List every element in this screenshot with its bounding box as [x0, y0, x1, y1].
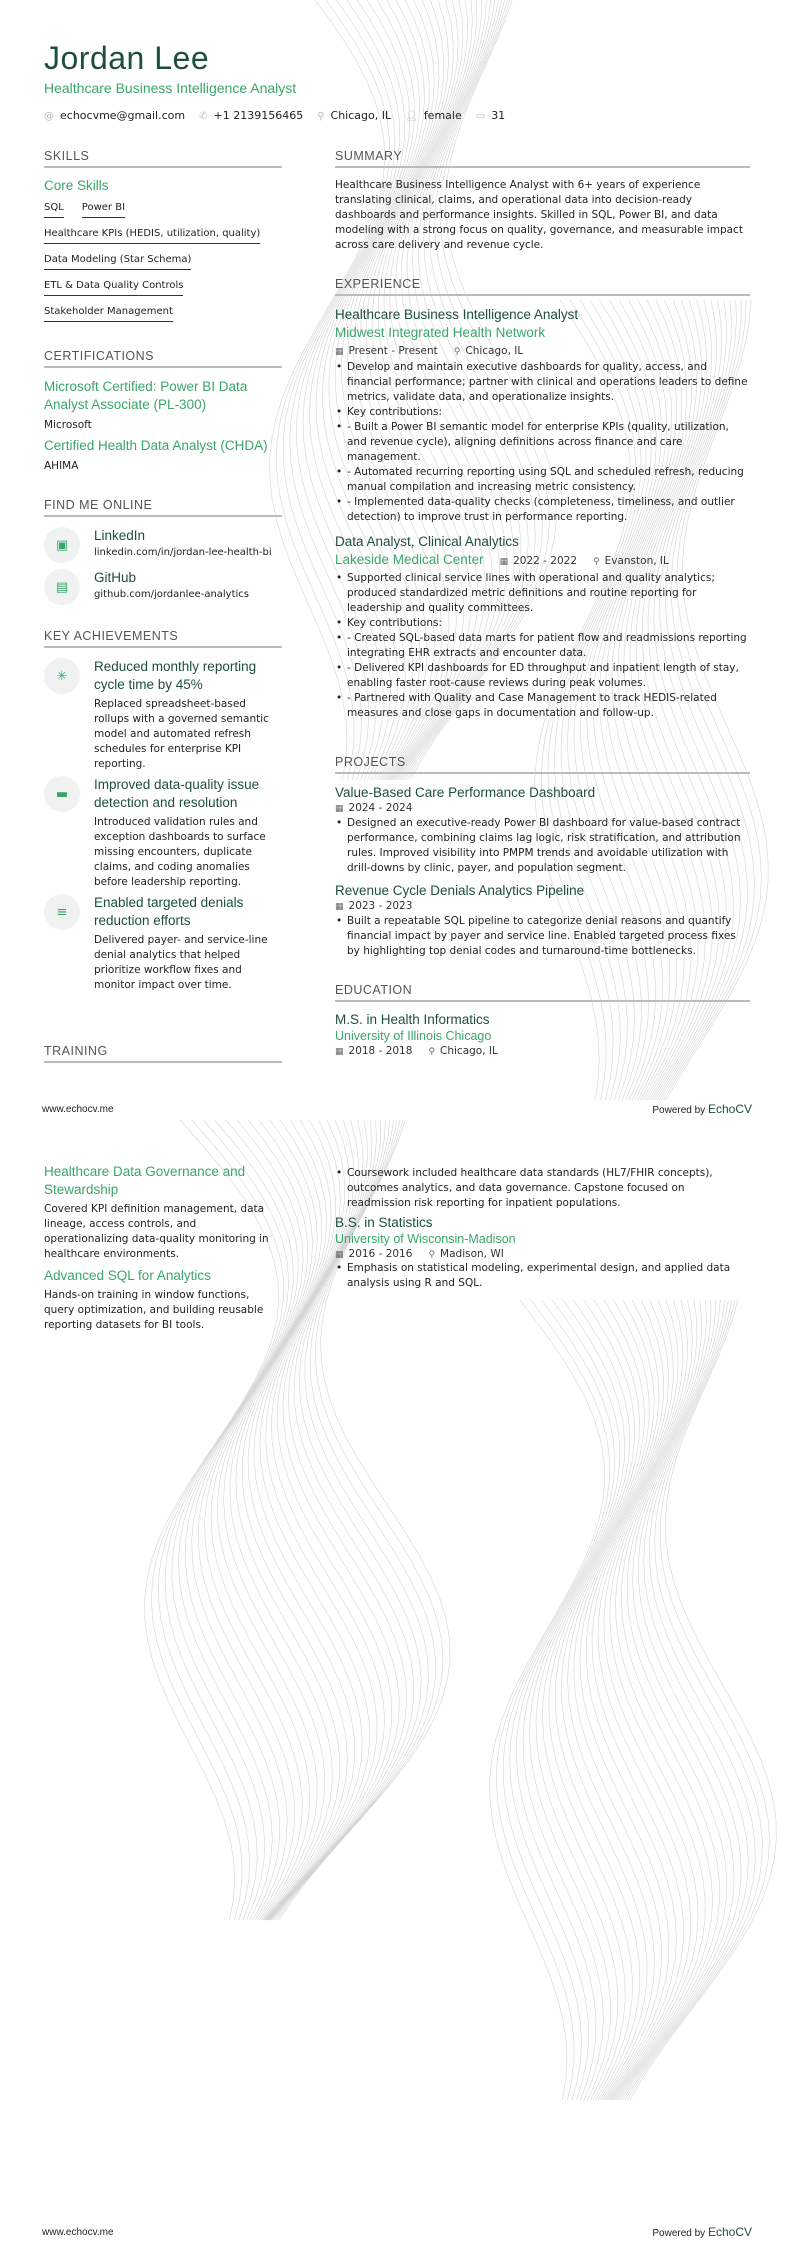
contact-gender: 👤︎ female [405, 109, 462, 122]
training-section [44, 1163, 282, 1333]
location-icon: ⚲ [428, 1250, 436, 1260]
bullet: • Supported clinical service lines with operational and quality analytics; produced standardized metric definitions and routine reporting for leadership and quality committees. [335, 571, 750, 616]
bullet: • - Implemented data-quality checks (completeness, timeliness, and outlier detection) to improve trust in performance reporting. [335, 495, 750, 525]
candidate-title: Healthcare Business Intelligence Analyst [44, 80, 297, 96]
bullet: • Built a repeatable SQL pipeline to categorize denial reasons and quantify financial impact by payer and service line. Enabled targeted process fixes by highlighting top denial codes and turnaround-time bottlenecks. [335, 914, 750, 959]
location-icon: ⚲ [428, 1047, 436, 1057]
skill-tag: Healthcare KPIs (HEDIS, utilization, quality) [44, 226, 260, 244]
edu-school: University of Illinois Chicago [335, 1029, 492, 1043]
section-heading: CERTIFICATIONS [44, 349, 282, 368]
sparkle-icon: ✳ [44, 658, 80, 694]
bullet: • Key contributions: [335, 616, 750, 631]
project-dates: 2023 - 2023 [348, 900, 413, 912]
job-bullets [335, 571, 750, 721]
online-url[interactable]: linkedin.com/in/jordan-lee-health-bi [94, 547, 272, 558]
project-name: Value-Based Care Performance Dashboard [335, 785, 596, 800]
edu-degree: B.S. in Statistics [335, 1215, 433, 1230]
text-lines-icon: ≡ [44, 894, 80, 930]
edu-location: Chicago, IL [440, 1045, 498, 1057]
experience-item [335, 533, 750, 721]
project-dates: 2024 - 2024 [348, 802, 413, 814]
calendar-icon: ▦ [499, 557, 509, 567]
summary-section [335, 149, 750, 253]
summary-text: Healthcare Business Intelligence Analyst with 6+ years of experience translating clinical, claims, and operational data into decision-ready dashboards and performance insights. Skilled in SQL, Power BI, and data modeling with a strong focus on quality, governance, and measurable impact across care delivery and revenue cycle. [335, 179, 743, 251]
footer-powered[interactable] [652, 1102, 752, 1116]
contact-bar [44, 109, 505, 122]
online-item-linkedin[interactable] [44, 527, 282, 563]
page-2 [0, 1123, 794, 2246]
bullet: • - Partnered with Quality and Case Management to track HEDIS-related measures and close gaps in documentation and follow-up. [335, 691, 750, 721]
calendar-icon: ▦ [335, 804, 344, 814]
bullet: • - Built a Power BI semantic model for enterprise KPIs (quality, utilization, and revenue cycle), aligning definitions across finance and care management. [335, 420, 750, 465]
job-role: Data Analyst, Clinical Analytics [335, 534, 519, 549]
skill-tag: Data Modeling (Star Schema) [44, 252, 191, 270]
job-bullets [335, 360, 750, 525]
skills-section [44, 149, 282, 325]
contact-email[interactable]: @ echocvme@gmail.com [44, 109, 186, 122]
training-heading-block [44, 1044, 282, 1073]
skill-tag: Stakeholder Management [44, 304, 173, 322]
job-company: Lakeside Medical Center [335, 552, 484, 567]
achievement-desc: Delivered payer- and service-line denial analytics that helped prioritize workflow fixes and monitor impact over time. [94, 934, 268, 991]
job-role: Healthcare Business Intelligence Analyst [335, 307, 579, 322]
achievement-title: Reduced monthly reporting cycle time by 45% [94, 659, 257, 692]
training-title: Healthcare Data Governance and Stewardship [44, 1164, 246, 1197]
job-company: Midwest Integrated Health Network [335, 325, 546, 340]
online-url[interactable]: github.com/jordanlee-analytics [94, 589, 250, 600]
footer-powered[interactable] [652, 2225, 752, 2239]
right-column [335, 149, 750, 1081]
online-label: LinkedIn [94, 528, 146, 543]
training-desc: Hands-on training in window functions, query optimization, and building reusable reporting datasets for BI tools. [44, 1289, 264, 1331]
section-heading: SKILLS [44, 149, 282, 168]
left-column [44, 149, 282, 1017]
person-icon: 👤︎ [405, 111, 418, 122]
job-dates: 2022 - 2022 [513, 555, 578, 567]
bullet: • Coursework included healthcare data standards (HL7/FHIR concepts), outcomes analytics, and data governance. Capstone focused on readmission risk reporting for inpatient populations. [335, 1166, 750, 1211]
bullet: • - Created SQL-based data marts for patient flow and readmissions reporting integrating EHR extracts and encounter data. [335, 631, 750, 661]
calendar-icon: ▦ [335, 1250, 344, 1260]
experience-section [335, 277, 750, 721]
location-icon: ⚲ [593, 557, 600, 567]
skill-tag: ETL & Data Quality Controls [44, 278, 183, 296]
project-item [335, 882, 750, 959]
calendar-icon: ▭ [475, 111, 486, 122]
phone-icon: ✆ [199, 111, 208, 122]
edu-dates: 2016 - 2016 [348, 1248, 413, 1260]
projects-section [335, 755, 750, 959]
online-label: GitHub [94, 570, 137, 585]
bullet: • Key contributions: [335, 405, 750, 420]
education-section [335, 983, 750, 1057]
cert-name: Microsoft Certified: Power BI Data Analyst Associate (PL-300) [44, 379, 248, 412]
location-icon: ⚲ [453, 347, 461, 357]
section-heading: FIND ME ONLINE [44, 498, 282, 517]
calendar-icon: ▦ [335, 902, 344, 912]
project-name: Revenue Cycle Denials Analytics Pipeline [335, 883, 585, 898]
location-icon: ⚲ [317, 111, 325, 122]
powered-label: Powered by [652, 2228, 706, 2239]
achievement-item [44, 894, 282, 993]
achievement-item [44, 776, 282, 890]
certifications-section [44, 349, 282, 474]
online-section [44, 498, 282, 605]
skill-tag: SQL [44, 200, 64, 218]
achievement-title: Enabled targeted denials reduction efforts [94, 895, 244, 928]
bullet: • Emphasis on statistical modeling, experimental design, and applied data analysis using R and SQL. [335, 1261, 750, 1291]
bullet: • - Automated recurring reporting using SQL and scheduled refresh, reducing manual compilation and increasing metric consistency. [335, 465, 750, 495]
experience-item [335, 306, 750, 525]
achievement-desc: Introduced validation rules and exception dashboards to surface missing encounters, duplicate claims, and coding anomalies before leadership reporting. [94, 816, 266, 888]
powered-label: Powered by [652, 1105, 706, 1116]
section-heading: KEY ACHIEVEMENTS [44, 629, 282, 648]
skill-group-title: Core Skills [44, 178, 109, 193]
calendar-icon: ▦ [335, 1047, 344, 1057]
cert-issuer: Microsoft [44, 419, 92, 431]
achievement-title: Improved data-quality issue detection and resolution [94, 777, 260, 810]
at-icon: @ [44, 111, 54, 122]
chat-bubble-icon: ▬ [44, 776, 80, 812]
brand-logo: EchoCV [707, 2225, 752, 2239]
training-title: Advanced SQL for Analytics [44, 1268, 211, 1283]
edu-degree: M.S. in Health Informatics [335, 1012, 490, 1027]
section-heading: EXPERIENCE [335, 277, 750, 296]
project-item [335, 784, 750, 876]
linkedin-icon: ▣ [44, 527, 80, 563]
job-location: Chicago, IL [465, 345, 524, 357]
education-continued [335, 1166, 750, 1291]
github-icon: ▤ [44, 569, 80, 605]
brand-logo: EchoCV [707, 1102, 752, 1116]
calendar-icon: ▦ [335, 347, 344, 357]
footer-site-link[interactable]: www.echocv.me [42, 1104, 114, 1115]
achievement-desc: Replaced spreadsheet-based rollups with a governed semantic model and automated refresh schedules for enterprise KPI reporting. [94, 698, 269, 770]
achievement-item [44, 658, 282, 772]
bullet: • Designed an executive-ready Power BI dashboard for value-based contract performance, combining claims lag logic, risk stratification, and attribution rules. Improved visibility into PMPM trends and avoidable utilization with drill-downs by clinic, payer, and population segment. [335, 816, 750, 876]
section-heading: SUMMARY [335, 149, 750, 168]
contact-phone[interactable]: ✆ +1 2139156465 [199, 109, 304, 122]
footer-site-link[interactable]: www.echocv.me [42, 2227, 114, 2238]
section-heading: TRAINING [44, 1044, 282, 1063]
edu-school: University of Wisconsin-Madison [335, 1232, 516, 1246]
section-heading: EDUCATION [335, 983, 750, 1002]
candidate-name: Jordan Lee [44, 40, 210, 76]
edu-dates: 2018 - 2018 [348, 1045, 413, 1057]
section-heading: PROJECTS [335, 755, 750, 774]
cert-name: Certified Health Data Analyst (CHDA) [44, 438, 268, 453]
edu-location: Madison, WI [440, 1248, 504, 1260]
contact-age: ▭ 31 [475, 109, 506, 122]
cert-issuer: AHIMA [44, 460, 79, 472]
achievements-section [44, 629, 282, 993]
job-location: Evanston, IL [604, 555, 669, 567]
bullet: • - Delivered KPI dashboards for ED throughput and inpatient length of stay, enabling faster root-cause reviews during peak volumes. [335, 661, 750, 691]
contact-location: ⚲ Chicago, IL [317, 109, 392, 122]
online-item-github[interactable] [44, 569, 282, 605]
skill-tag: Power BI [82, 200, 125, 218]
training-desc: Covered KPI definition management, data lineage, access controls, and operationalizing data-quality monitoring in healthcare environments. [44, 1203, 269, 1260]
bullet: • Develop and maintain executive dashboards for quality, access, and financial performance; partner with clinical and operations leaders to define metrics, validate data, and operationalize insights. [335, 360, 750, 405]
job-dates: Present - Present [348, 345, 438, 357]
